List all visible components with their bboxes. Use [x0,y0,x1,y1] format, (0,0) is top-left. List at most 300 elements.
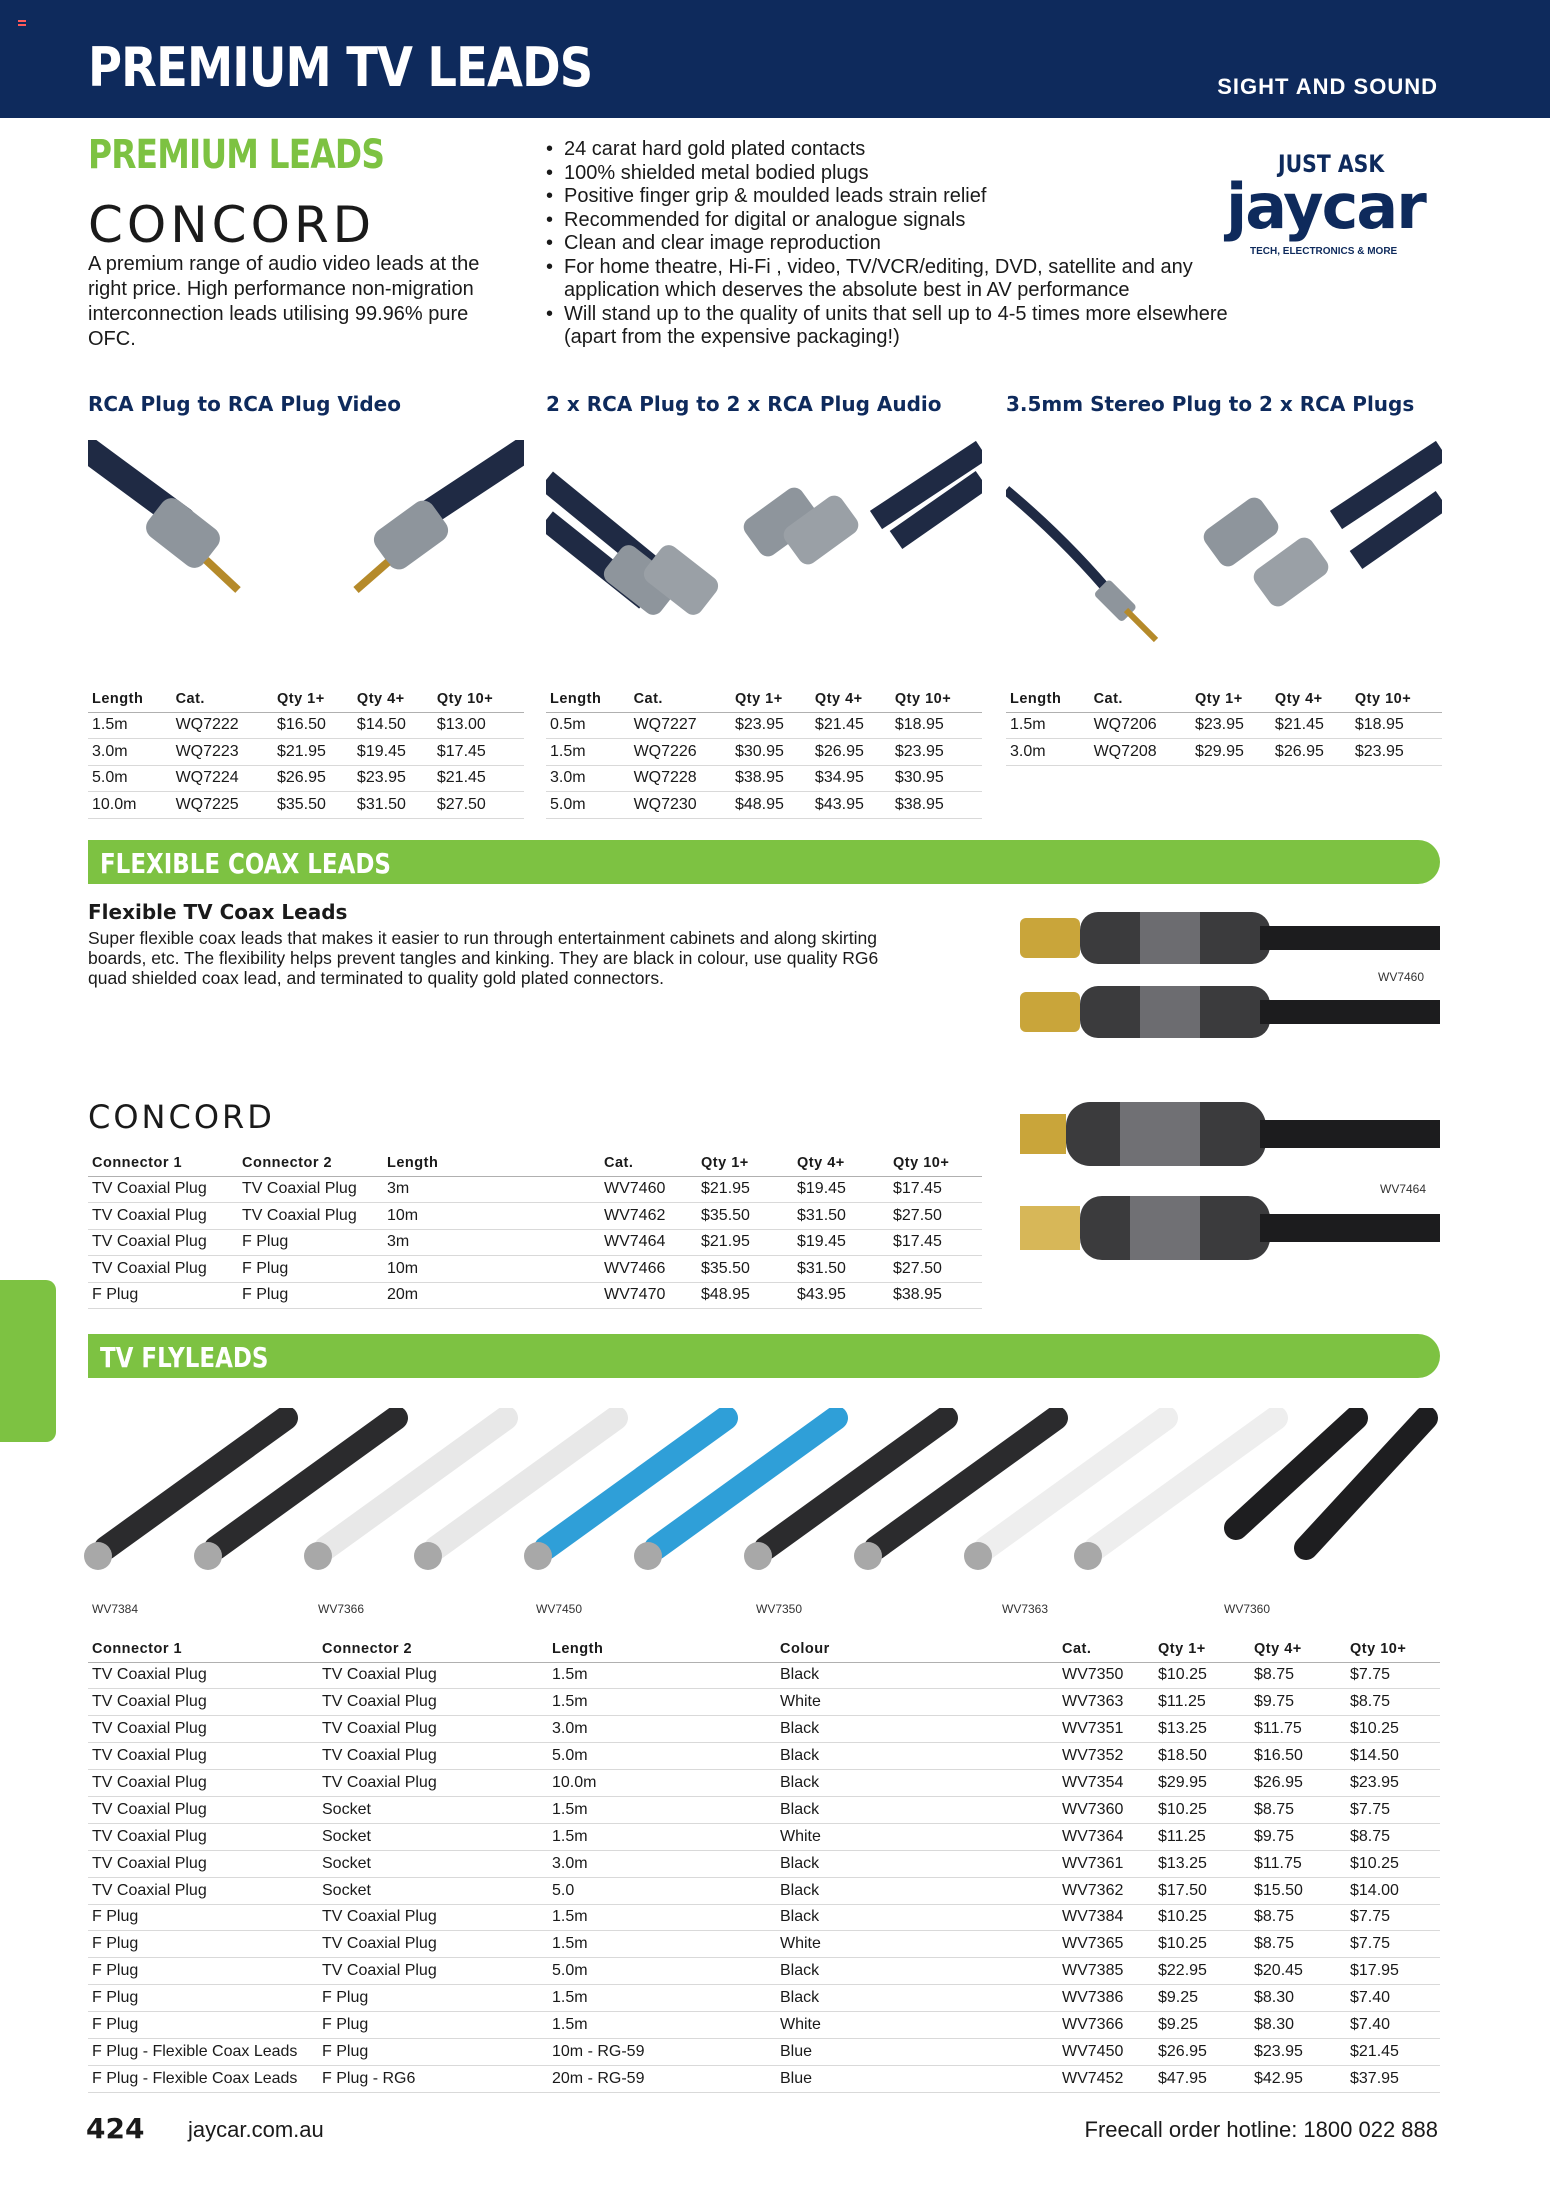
table-cell: 3.0m [548,1850,776,1877]
table-cell: TV Coaxial Plug [238,1176,383,1203]
table-cell: Black [776,1958,1058,1985]
table-cell: $21.45 [811,712,891,739]
table-cell: $9.25 [1154,1985,1250,2012]
table-row [88,2012,1440,2039]
table-cell: 1.5m [546,739,630,766]
table-cell: TV Coaxial Plug [88,1796,318,1823]
table-cell: $18.50 [1154,1743,1250,1770]
table-cell: $20.45 [1250,1958,1346,1985]
table-row [88,1958,1440,1985]
table-cell: $29.95 [1154,1770,1250,1797]
table-cell: WQ7224 [172,765,273,792]
table-cell: $14.50 [1346,1743,1440,1770]
table-cell: TV Coaxial Plug [88,1743,318,1770]
concord-brand-logo: CONCORD [88,196,376,254]
table-cell: $16.50 [1250,1743,1346,1770]
table-cell: TV Coaxial Plug [318,1689,548,1716]
table-cell: $13.25 [1154,1716,1250,1743]
column-header: Qty 4+ [1250,1636,1346,1662]
table-cell: $23.95 [1346,1770,1440,1797]
table-cell: WQ7225 [172,792,273,819]
table-row [88,1877,1440,1904]
table-cell: $31.50 [353,792,433,819]
table-row [1006,712,1442,739]
table-cell: Black [776,1662,1058,1689]
table-cell: $23.95 [1250,2038,1346,2065]
table-cell: WQ7206 [1090,712,1191,739]
table-cell: TV Coaxial Plug [88,1823,318,1850]
table-header-row [88,1150,982,1176]
table-row [88,1662,1440,1689]
table-cell: White [776,1823,1058,1850]
feature-item: • Recommended for digital or analogue signals [546,209,1266,233]
table-cell: F Plug - Flexible Coax Leads [88,2065,318,2092]
column-header: Length [88,686,172,712]
table-cell: F Plug [318,1985,548,2012]
table-row [88,1716,1440,1743]
table-cell: $21.95 [697,1229,793,1256]
table-cell: Black [776,1850,1058,1877]
table-cell: WQ7222 [172,712,273,739]
table-cell: $17.50 [1154,1877,1250,1904]
table-cell: 10m [383,1203,600,1230]
table-cell: $8.75 [1346,1823,1440,1850]
table-cell: $42.95 [1250,2065,1346,2092]
table-cell: White [776,1689,1058,1716]
table-cell: $8.75 [1250,1931,1346,1958]
table-cell: Black [776,1904,1058,1931]
column-header: Cat. [172,686,273,712]
table-cell: $8.30 [1250,1985,1346,2012]
table-cell: F Plug [238,1229,383,1256]
table-cell: TV Coaxial Plug [318,1770,548,1797]
table-row [88,712,524,739]
table-cell: F Plug [318,2012,548,2039]
table-cell: TV Coaxial Plug [318,1743,548,1770]
table-cell: $48.95 [697,1282,793,1309]
concord-brand-logo: CONCORD [88,1098,275,1136]
table-cell: $18.95 [1351,712,1442,739]
feature-item: • Will stand up to the quality of units that sell up to 4-5 times more elsewhere (apart from the expensive packaging!) [546,303,1266,350]
column-header: Qty 4+ [1271,686,1351,712]
table-cell: $9.25 [1154,2012,1250,2039]
table-cell: WV7350 [1058,1662,1154,1689]
table-cell: TV Coaxial Plug [318,1931,548,1958]
table-cell: $23.95 [353,765,433,792]
table-cell: $8.75 [1250,1662,1346,1689]
table-row [88,1770,1440,1797]
table-row [88,2065,1440,2092]
table-cell: Blue [776,2038,1058,2065]
table-cell: F Plug [318,2038,548,2065]
logo-tagline: TECH, ELECTRONICS & MORE [1250,246,1398,257]
table-cell: TV Coaxial Plug [88,1877,318,1904]
premium-leads-heading: PREMIUM LEADS [88,132,385,178]
table-cell: $19.45 [793,1229,889,1256]
table-cell: $17.45 [889,1229,982,1256]
stereo-rca-lead-image [1006,440,1442,666]
table-cell: Socket [318,1877,548,1904]
rca-audio-price-table [546,686,982,819]
table-cell: TV Coaxial Plug [88,1689,318,1716]
table-cell: Socket [318,1796,548,1823]
table-cell: White [776,1931,1058,1958]
table-cell: $7.75 [1346,1662,1440,1689]
table-row [88,1203,982,1230]
table-cell: F Plug [88,1931,318,1958]
flylead-black-pair [84,1418,396,1570]
table-cell: $14.00 [1346,1877,1440,1904]
table-cell: TV Coaxial Plug [88,1203,238,1230]
column-header: Length [383,1150,600,1176]
column-header: Length [546,686,630,712]
coax-lead-image-wv7460 [1010,896,1440,1038]
product-title-rca-audio: 2 x RCA Plug to 2 x RCA Plug Audio [546,392,942,416]
table-cell: WV7450 [1058,2038,1154,2065]
table-cell: $10.25 [1346,1850,1440,1877]
table-cell: WV7365 [1058,1931,1154,1958]
table-cell: WV7386 [1058,1985,1154,2012]
table-row [88,1743,1440,1770]
table-cell: $7.75 [1346,1904,1440,1931]
table-cell: TV Coaxial Plug [88,1662,318,1689]
table-cell: $10.25 [1346,1716,1440,1743]
image-label: WV7384 [92,1602,139,1616]
page-title: PREMIUM TV LEADS [88,36,593,99]
table-cell: $7.75 [1346,1931,1440,1958]
table-cell: $35.50 [273,792,353,819]
table-cell: $7.40 [1346,2012,1440,2039]
table-cell: $38.95 [889,1282,982,1309]
table-cell: WV7364 [1058,1823,1154,1850]
table-row [546,739,982,766]
column-header: Length [548,1636,776,1662]
table-cell: WV7360 [1058,1796,1154,1823]
table-cell: $23.95 [1191,712,1271,739]
table-cell: $8.75 [1250,1904,1346,1931]
table-cell: $23.95 [731,712,811,739]
table-header-row [1006,686,1442,712]
table-header-row [88,1636,1440,1662]
table-cell: 5.0m [88,765,172,792]
column-header: Cat. [600,1150,697,1176]
menu-icon[interactable] [18,20,26,26]
table-cell: Black [776,1770,1058,1797]
table-cell: F Plug - RG6 [318,2065,548,2092]
column-header: Qty 1+ [1191,686,1271,712]
table-cell: TV Coaxial Plug [88,1229,238,1256]
coax-lead-image-wv7464 [1010,1096,1440,1266]
feature-item: • Positive finger grip & moulded leads strain relief [546,185,1266,209]
table-cell: 3m [383,1229,600,1256]
table-cell: TV Coaxial Plug [88,1770,318,1797]
column-header: Connector 1 [88,1636,318,1662]
table-cell: WV7452 [1058,2065,1154,2092]
table-cell: $15.50 [1250,1877,1346,1904]
stereo-rca-price-table [1006,686,1442,766]
table-row [88,1985,1440,2012]
table-cell: 3.0m [546,765,630,792]
table-cell: $8.75 [1250,1796,1346,1823]
column-header: Qty 10+ [1351,686,1442,712]
image-label: WV7366 [318,1602,365,1616]
table-cell: Black [776,1796,1058,1823]
table-cell: F Plug - Flexible Coax Leads [88,2038,318,2065]
column-header: Connector 2 [318,1636,548,1662]
table-cell: $7.40 [1346,1985,1440,2012]
feature-list [546,138,1266,350]
table-cell: $23.95 [1351,739,1442,766]
table-cell: $21.95 [273,739,353,766]
rca-video-lead-image [88,440,524,666]
image-label: WV7464 [1380,1182,1427,1196]
table-cell: TV Coaxial Plug [88,1850,318,1877]
logo-wordmark: jaycar [1226,170,1425,243]
table-cell: $19.45 [353,739,433,766]
table-cell: $26.95 [1271,739,1351,766]
table-cell: $10.25 [1154,1662,1250,1689]
column-header: Qty 1+ [697,1150,793,1176]
table-cell: WV7385 [1058,1958,1154,1985]
table-row [88,1229,982,1256]
table-cell: $26.95 [811,739,891,766]
table-cell: 10m - RG-59 [548,2038,776,2065]
table-cell: $8.75 [1346,1689,1440,1716]
table-header-row [546,686,982,712]
table-cell: 5.0m [546,792,630,819]
table-cell: WQ7228 [630,765,731,792]
footer-website-link[interactable]: jaycar.com.au [188,2117,324,2142]
table-cell: 3m [383,1176,600,1203]
table-row [88,1850,1440,1877]
table-cell: 1.5m [548,1823,776,1850]
table-row [546,765,982,792]
table-cell: Black [776,1716,1058,1743]
table-cell: $43.95 [793,1282,889,1309]
table-cell: F Plug [88,2012,318,2039]
table-cell: $47.95 [1154,2065,1250,2092]
column-header: Qty 10+ [1346,1636,1440,1662]
table-row [88,765,524,792]
table-cell: $35.50 [697,1203,793,1230]
table-row [1006,739,1442,766]
table-cell: Blue [776,2065,1058,2092]
table-cell: $10.25 [1154,1931,1250,1958]
flyleads-price-table [88,1636,1440,2093]
table-cell: 5.0m [548,1958,776,1985]
table-cell: $11.75 [1250,1716,1346,1743]
page-header [0,0,1550,118]
table-cell: $38.95 [731,765,811,792]
table-cell: $27.50 [433,792,524,819]
column-header: Qty 1+ [273,686,353,712]
column-header: Qty 4+ [353,686,433,712]
table-cell: $11.25 [1154,1823,1250,1850]
image-label: WV7363 [1002,1602,1049,1616]
table-cell: $21.45 [433,765,524,792]
table-row [88,1689,1440,1716]
table-cell: TV Coaxial Plug [318,1716,548,1743]
table-cell: WQ7223 [172,739,273,766]
page-number: 424 [86,2112,145,2145]
table-row [88,1931,1440,1958]
table-cell: $10.25 [1154,1904,1250,1931]
table-cell: WV7362 [1058,1877,1154,1904]
table-cell: $16.50 [273,712,353,739]
table-cell: Black [776,1985,1058,2012]
table-row [88,1176,982,1203]
coax-price-table [88,1150,982,1309]
table-cell: Black [776,1743,1058,1770]
table-cell: $21.45 [1271,712,1351,739]
table-cell: $38.95 [891,792,982,819]
table-cell: 10m [383,1256,600,1283]
jaycar-logo[interactable] [1226,150,1448,260]
image-label: WV7460 [1378,970,1425,984]
feature-item: • Clean and clear image reproduction [546,232,1266,256]
table-cell: 1.5m [548,2012,776,2039]
table-cell: $26.95 [273,765,353,792]
table-row [88,1256,982,1283]
product-title-rca-video: RCA Plug to RCA Plug Video [88,392,401,416]
coax-title: Flexible TV Coax Leads [88,900,348,924]
table-cell: WQ7226 [630,739,731,766]
table-cell: $34.95 [811,765,891,792]
table-row [546,712,982,739]
table-cell: 5.0 [548,1877,776,1904]
column-header: Cat. [1058,1636,1154,1662]
table-cell: 3.0m [548,1716,776,1743]
table-cell: $13.00 [433,712,524,739]
table-cell: $26.95 [1154,2038,1250,2065]
feature-item: • For home theatre, Hi-Fi , video, TV/VCR/editing, DVD, satellite and any application which deserves the absolute best in AV performance [546,256,1266,303]
table-cell: $26.95 [1250,1770,1346,1797]
tv-flyleads-image [76,1408,1446,1586]
table-cell: WV7366 [1058,2012,1154,2039]
table-cell: 1.5m [88,712,172,739]
feature-item: • 24 carat hard gold plated contacts [546,138,1266,162]
table-row [88,739,524,766]
table-cell: $31.50 [793,1256,889,1283]
table-cell: $35.50 [697,1256,793,1283]
column-header: Qty 4+ [811,686,891,712]
table-cell: WV7354 [1058,1770,1154,1797]
table-cell: TV Coaxial Plug [88,1256,238,1283]
table-cell: F Plug [88,1958,318,1985]
table-row [546,792,982,819]
column-header: Length [1006,686,1090,712]
section-bar-label: FLEXIBLE COAX LEADS [100,847,391,880]
table-cell: 3.0m [1006,739,1090,766]
table-cell: $10.25 [1154,1796,1250,1823]
feature-item: • 100% shielded metal bodied plugs [546,162,1266,186]
table-cell: $13.25 [1154,1850,1250,1877]
table-cell: TV Coaxial Plug [318,1662,548,1689]
table-cell: WV7352 [1058,1743,1154,1770]
table-cell: F Plug [238,1282,383,1309]
table-cell: $19.45 [793,1176,889,1203]
table-cell: WQ7230 [630,792,731,819]
column-header: Connector 2 [238,1150,383,1176]
table-cell: TV Coaxial Plug [238,1203,383,1230]
table-cell: $17.95 [1346,1958,1440,1985]
table-cell: Black [776,1877,1058,1904]
table-cell: F Plug [88,1985,318,2012]
table-row [88,792,524,819]
image-label: WV7360 [1224,1602,1271,1616]
table-cell: $14.50 [353,712,433,739]
table-cell: 1.5m [548,1985,776,2012]
table-cell: WV7462 [600,1203,697,1230]
table-cell: WQ7208 [1090,739,1191,766]
logo-just-ask: JUST ASK [1278,150,1385,178]
table-header-row [88,686,524,712]
table-row [88,1282,982,1309]
table-cell: $7.75 [1346,1796,1440,1823]
table-cell: $21.95 [697,1176,793,1203]
table-cell: 0.5m [546,712,630,739]
table-cell: TV Coaxial Plug [318,1904,548,1931]
coax-description: Super flexible coax leads that makes it easier to run through entertainment cabinets and along skirting boards, etc. The flexibility helps prevent tangles and kinking. They are black in colour, use quality RG6 quad shielded coax lead, and terminated to quality gold plated connectors. [88,928,879,988]
table-row [88,1904,1440,1931]
table-cell: WV7464 [600,1229,697,1256]
table-cell: $9.75 [1250,1823,1346,1850]
section-bar-label: TV FLYLEADS [100,1341,269,1374]
column-header: Qty 10+ [433,686,524,712]
table-cell: WV7351 [1058,1716,1154,1743]
footer-hotline: Freecall order hotline: 1800 022 888 [1084,2117,1438,2142]
table-cell: $37.95 [1346,2065,1440,2092]
table-cell: $31.50 [793,1203,889,1230]
table-cell: 10.0m [548,1770,776,1797]
table-cell: WV7460 [600,1176,697,1203]
intro-description: A premium range of audio video leads at the right price. High performance non-migration interconnection leads utilising 99.96% pure OFC. [88,253,480,350]
table-cell: 1.5m [548,1689,776,1716]
table-row [88,2038,1440,2065]
column-header: Cat. [630,686,731,712]
table-cell: WV7361 [1058,1850,1154,1877]
side-section-tab[interactable] [0,1280,56,1442]
table-row [88,1823,1440,1850]
table-cell: 20m - RG-59 [548,2065,776,2092]
table-cell: White [776,2012,1058,2039]
table-cell: WV7466 [600,1256,697,1283]
table-cell: F Plug [88,1282,238,1309]
table-cell: $11.25 [1154,1689,1250,1716]
image-label: WV7350 [756,1602,803,1616]
table-cell: $18.95 [891,712,982,739]
table-cell: WQ7227 [630,712,731,739]
column-header: Colour [776,1636,1058,1662]
table-cell: Socket [318,1823,548,1850]
table-cell: $23.95 [891,739,982,766]
table-cell: TV Coaxial Plug [88,1176,238,1203]
table-cell: $30.95 [891,765,982,792]
section-bar-flexible-coax [88,840,1440,884]
image-label: WV7450 [536,1602,583,1616]
table-cell: $17.45 [889,1176,982,1203]
table-cell: F Plug [238,1256,383,1283]
table-cell: WV7363 [1058,1689,1154,1716]
table-cell: 1.5m [548,1904,776,1931]
table-cell: TV Coaxial Plug [88,1716,318,1743]
column-header: Qty 1+ [1154,1636,1250,1662]
table-cell: $21.45 [1346,2038,1440,2065]
column-header: Cat. [1090,686,1191,712]
table-cell: $11.75 [1250,1850,1346,1877]
column-header: Qty 4+ [793,1150,889,1176]
table-cell: 5.0m [548,1743,776,1770]
